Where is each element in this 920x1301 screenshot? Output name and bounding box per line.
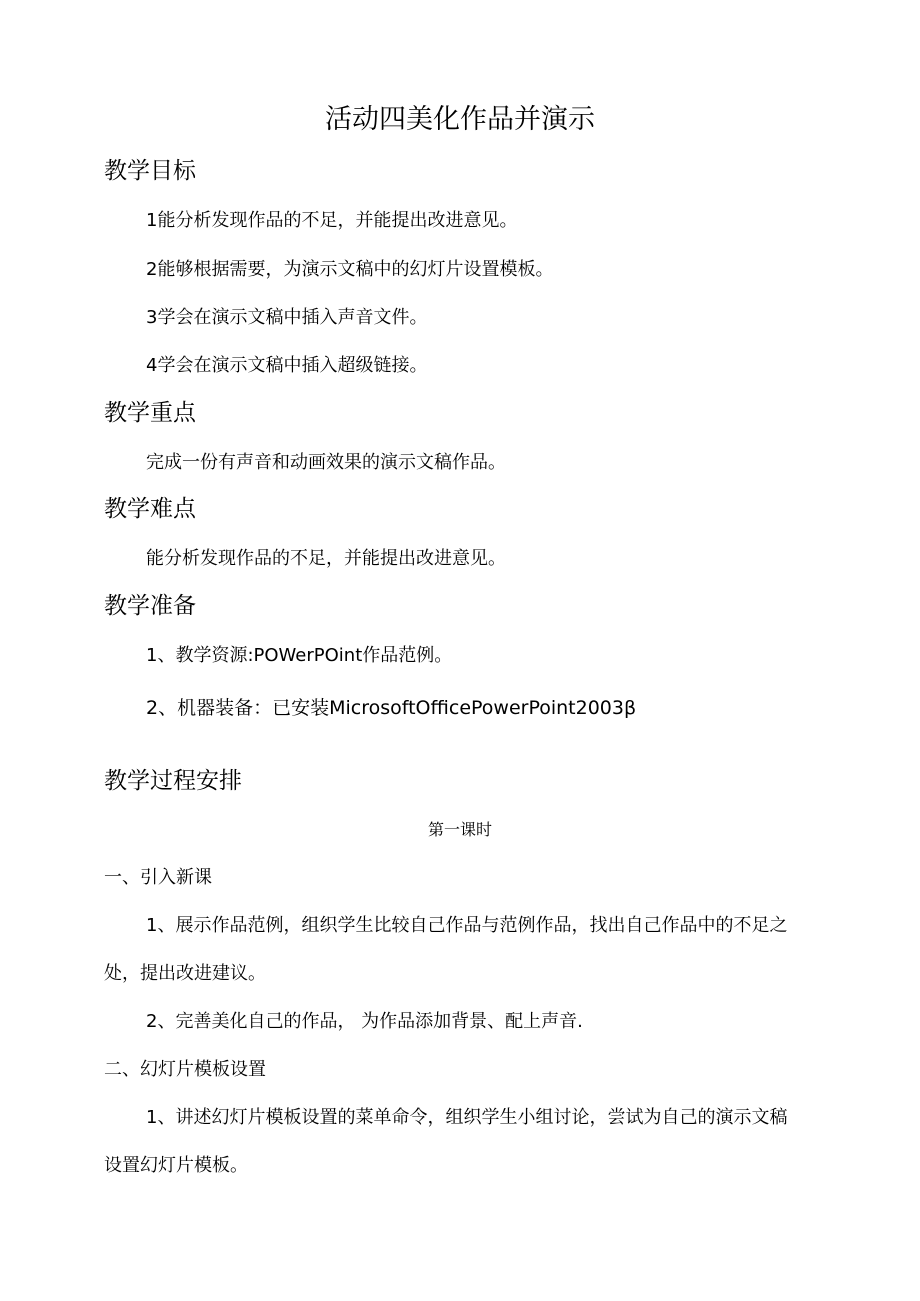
document-title: 活动四美化作品并演示 [325, 104, 595, 135]
objective-item-1: 1能分析发现作品的不足，并能提出改进意见。 [146, 210, 518, 231]
section-2-item-1-line-2: 设置幻灯片模板。 [104, 1155, 248, 1176]
key-points-text: 完成一份有声音和动画效果的演示文稿作品。 [146, 452, 506, 473]
section-1-item-2: 2、完善美化自己的作品， 为作品添加背景、配上声音. [146, 1011, 583, 1032]
objective-item-4: 4学会在演示文稿中插入超级链接。 [146, 355, 428, 376]
heading-preparation: 教学准备 [104, 593, 196, 619]
heading-key-points: 教学重点 [104, 400, 196, 426]
section-1-item-1-line-2: 处，提出改进建议。 [104, 963, 266, 984]
section-2-heading: 二、幻灯片模板设置 [104, 1059, 266, 1080]
section-2-item-1-line-1: 1、讲述幻灯片模板设置的菜单命令，组织学生小组讨论，尝试为自己的演示文稿 [146, 1107, 788, 1128]
heading-objectives: 教学目标 [104, 158, 196, 184]
section-1-heading: 一、引入新课 [104, 867, 212, 888]
heading-process: 教学过程安排 [104, 768, 242, 794]
section-1-item-1-line-1: 1、展示作品范例，组织学生比较自己作品与范例作品，找出自己作品中的不足之 [146, 915, 788, 936]
objective-item-2: 2能够根据需要，为演示文稿中的幻灯片设置模板。 [146, 259, 554, 280]
difficulties-text: 能分析发现作品的不足，并能提出改进意见。 [146, 548, 506, 569]
objective-item-3: 3学会在演示文稿中插入声音文件。 [146, 307, 428, 328]
preparation-item-1: 1、教学资源:POWerPOint作品范例。 [146, 645, 453, 666]
lesson-label: 第一课时 [427, 820, 492, 839]
heading-difficulties: 教学难点 [104, 496, 196, 522]
preparation-item-2: 2、机器装备：已安装MicrosoftOfficePowerPoint2003β [146, 697, 637, 719]
